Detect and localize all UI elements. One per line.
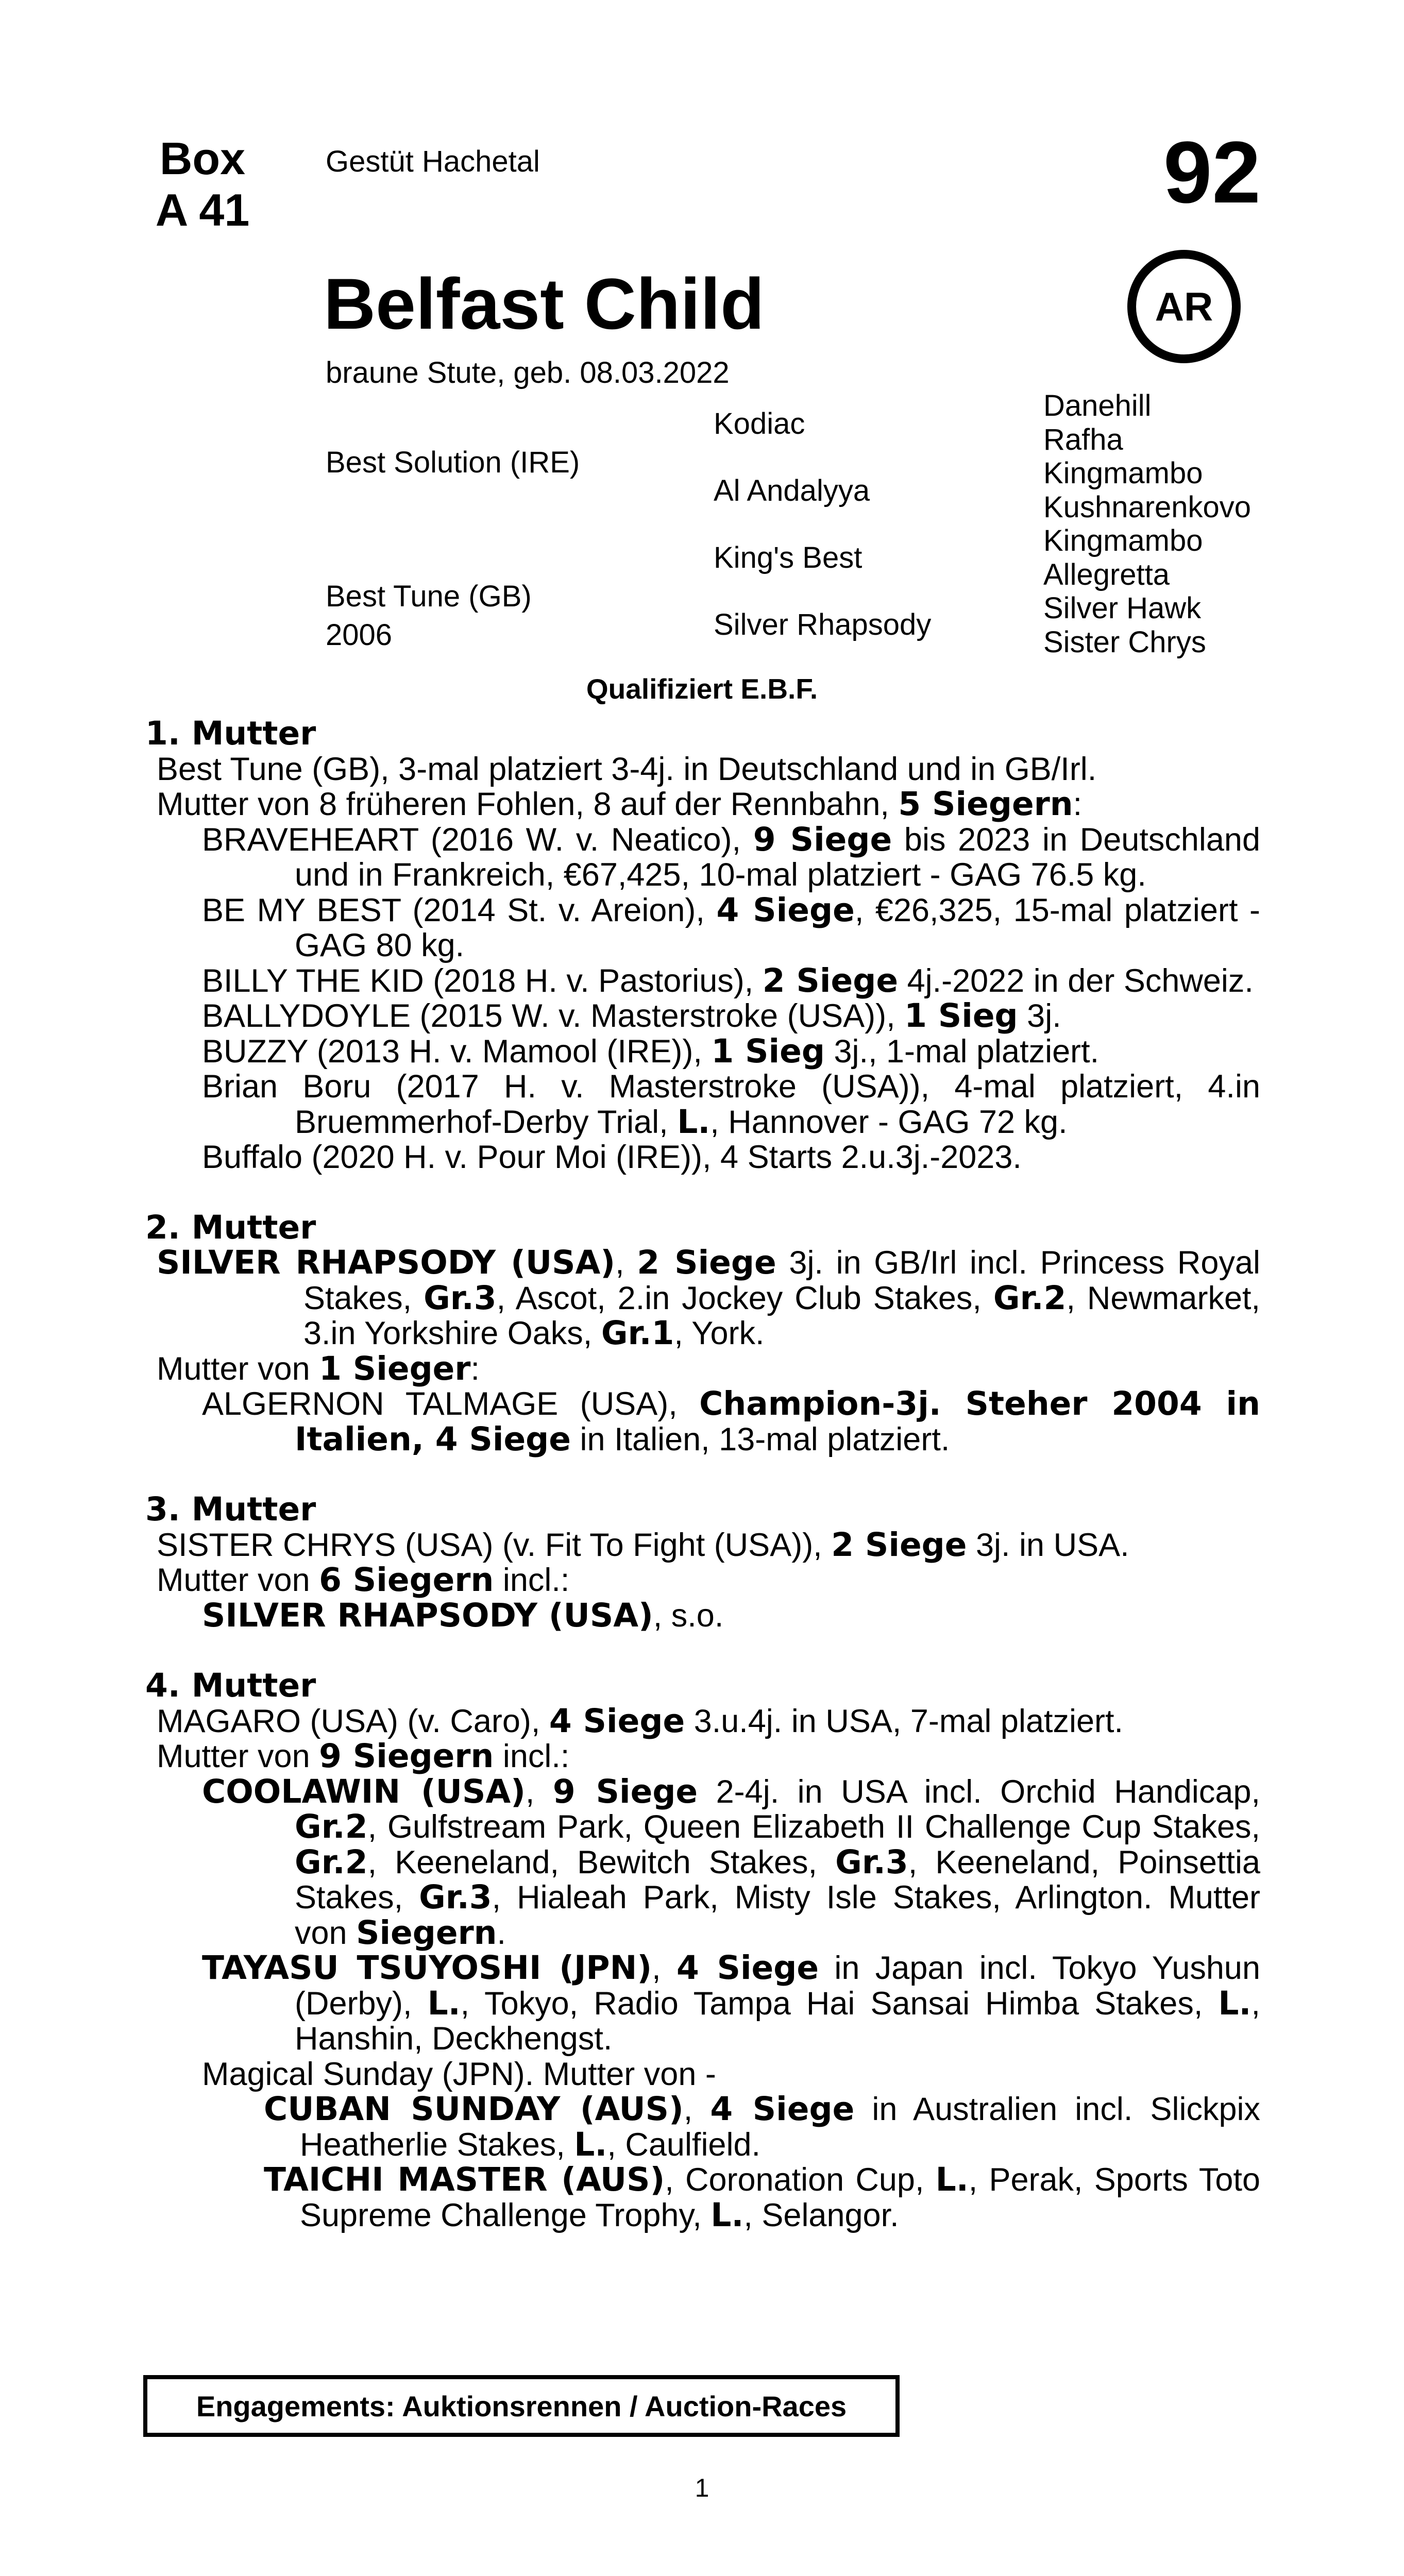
page-number: 1 <box>695 2473 709 2502</box>
dam-summary: SISTER CHRYS (USA) (v. Fit To Fight (USA)), 2 Siege 3j. in USA. <box>157 1526 1129 1564</box>
box-code: A 41 <box>155 184 250 235</box>
ar-badge-label: AR <box>1155 283 1213 329</box>
dam-produce-summary: Mutter von 8 früheren Fohlen, 8 auf der Rennbahn, 5 Siegern: <box>157 785 1082 823</box>
produce-entry: BILLY THE KID (2018 H. v. Pastorius), 2 Siege 4j.-2022 in der Schweiz. <box>202 961 1254 999</box>
horse-description: braune Stute, geb. 08.03.2022 <box>326 356 730 389</box>
produce-entry: Buffalo (2020 H. v. Pour Moi (IRE)), 4 Starts 2.u.3j.-2023. <box>202 1139 1022 1175</box>
produce-entry: BALLYDOYLE (2015 W. v. Masterstroke (USA)), 1 Sieg 3j. <box>202 997 1061 1035</box>
horse-name: Belfast Child <box>324 263 765 344</box>
ar-badge <box>1127 250 1241 363</box>
produce-entry: CUBAN SUNDAY (AUS), 4 Siege in Australien incl. Slickpix Heatherlie Stakes, L., Caulfield. <box>264 2090 1260 2163</box>
pedigree-gen3-item: Kingmambo <box>1043 456 1203 490</box>
section-title: 3. Mutter <box>145 1490 316 1528</box>
breeder-name: Gestüt Hachetal <box>326 145 540 178</box>
dam-produce-summary: Mutter von 1 Sieger: <box>157 1349 480 1387</box>
pedigree-dam-year: 2006 <box>326 618 393 652</box>
dam-summary: Best Tune (GB), 3-mal platziert 3-4j. in Deutschland und in GB/Irl. <box>157 751 1097 787</box>
pedigree-sire: Best Solution (IRE) <box>326 446 580 479</box>
dam-produce-summary: Mutter von 6 Siegern incl.: <box>157 1561 570 1599</box>
section-title: 4. Mutter <box>145 1667 316 1704</box>
lot-number: 92 <box>1163 124 1261 222</box>
pedigree-gen2-item: Al Andalyya <box>714 474 870 507</box>
box-label: Box <box>159 133 246 184</box>
catalogue-body <box>145 716 1260 2233</box>
dam-summary: MAGARO (USA) (v. Caro), 4 Siege 3.u.4j. in USA, 7-mal platziert. <box>157 1702 1124 1740</box>
section-title: 2. Mutter <box>145 1208 316 1246</box>
pedigree-gen3-item: Danehill <box>1043 389 1152 422</box>
engagements-box <box>143 2375 900 2437</box>
dam-produce-summary: Mutter von 9 Siegern incl.: <box>157 1737 570 1775</box>
produce-entry: ALGERNON TALMAGE (USA), Champion-3j. Steher 2004 in Italien, 4 Siege in Italien, 13-mal platziert. <box>202 1385 1260 1458</box>
produce-entry: BRAVEHEART (2016 W. v. Neatico), 9 Siege bis 2023 in Deutschland und in Frankreich, €67,425, 10-mal platziert - GAG 76.5 kg. <box>202 820 1260 893</box>
produce-entry: BUZZY (2013 H. v. Mamool (IRE)), 1 Sieg 3j., 1-mal platziert. <box>202 1032 1099 1070</box>
produce-entry: BE MY BEST (2014 St. v. Areion), 4 Siege, €26,325, 15-mal platziert - GAG 80 kg. <box>202 891 1261 963</box>
produce-entry: Magical Sunday (JPN). Mutter von - <box>202 2056 716 2092</box>
produce-entry: TAYASU TSUYOSHI (JPN), 4 Siege in Japan incl. Tokyo Yushun (Derby), L., Tokyo, Radio Tampa Hai Sansai Himba Stakes, L., Hanshin, Deckhengst. <box>202 1949 1260 2057</box>
pedigree-dam: Best Tune (GB) <box>326 580 532 613</box>
produce-entry: COOLAWIN (USA), 9 Siege 2-4j. in USA incl. Orchid Handicap, Gr.2, Gulfstream Park, Queen Elizabeth II Challenge Cup Stakes, Gr.2, Keeneland, Bewitch Stakes, Gr.3, Keeneland, Poinsettia Stakes, Gr.3, Hialeah Park, Misty Isle Stakes, Arlington. Mutter von Siegern. <box>202 1772 1261 1952</box>
produce-entry: Brian Boru (2017 H. v. Masterstroke (USA)), 4-mal platziert, 4.in Bruemmerhof-Derby Trial, L., Hannover - GAG 72 kg. <box>202 1069 1260 1141</box>
pedigree-gen2-item: Kodiac <box>714 407 805 440</box>
section-title: 1. Mutter <box>145 715 316 752</box>
pedigree-gen3-item: Silver Hawk <box>1043 591 1202 625</box>
pedigree-gen2-item: Silver Rhapsody <box>714 608 932 641</box>
produce-entry: SILVER RHAPSODY (USA), s.o. <box>202 1596 724 1634</box>
engagements-label: Engagements: Auktionsrennen / Auction-Races <box>196 2389 847 2422</box>
pedigree-gen3-item: Kingmambo <box>1043 524 1203 557</box>
pedigree-gen3-item: Sister Chrys <box>1043 625 1206 659</box>
pedigree-gen3-item: Allegretta <box>1043 557 1170 591</box>
produce-entry: TAICHI MASTER (AUS), Coronation Cup, L., Perak, Sports Toto Supreme Challenge Trophy, L., Selangor. <box>264 2161 1260 2234</box>
pedigree-gen3-item: Rafha <box>1043 422 1123 456</box>
dam-summary: SILVER RHAPSODY (USA), 2 Siege 3j. in GB/Irl incl. Princess Royal Stakes, Gr.3, Ascot, 2.in Jockey Club Stakes, Gr.2, Newmarket, 3.in Yorkshire Oaks, Gr.1, York. <box>157 1244 1260 1352</box>
box-number <box>154 133 251 236</box>
pedigree-gen3 <box>1043 389 1251 659</box>
qualification-note: Qualifiziert E.B.F. <box>586 673 818 705</box>
pedigree-gen3-item: Kushnarenkovo <box>1043 490 1251 524</box>
pedigree-gen2-item: King's Best <box>714 541 862 574</box>
